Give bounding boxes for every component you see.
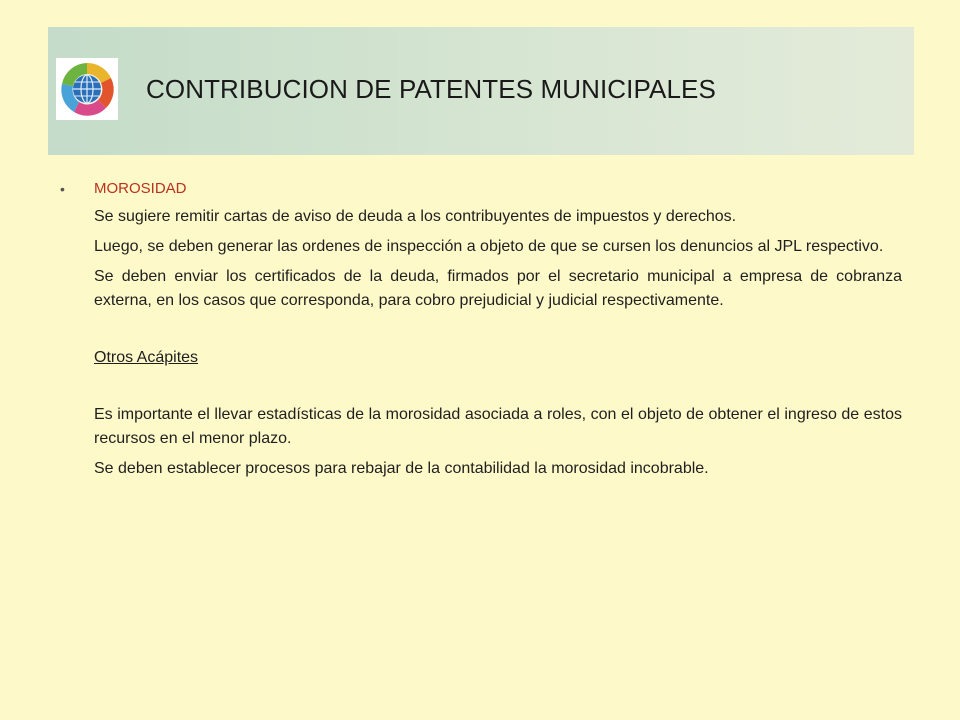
page-title: CONTRIBUCION DE PATENTES MUNICIPALES bbox=[146, 74, 716, 104]
paragraph: Se deben enviar los certificados de la deuda, firmados por el secretario municipal a empresa de cobranza externa, en los casos que corresponda, para cobro prejudicial y judicial respectivamente. bbox=[94, 268, 902, 309]
globe-hands-logo-icon bbox=[56, 58, 118, 120]
subheading: Otros Acápites bbox=[94, 349, 199, 366]
bullet-item bbox=[60, 177, 902, 201]
paragraph: Se sugiere remitir cartas de aviso de deuda a los contribuyentes de impuestos y derechos. bbox=[94, 208, 737, 225]
slide-body bbox=[60, 177, 902, 481]
paragraph: Se deben establecer procesos para rebajar de la contabilidad la morosidad incobrable. bbox=[94, 460, 709, 477]
paragraph: Luego, se deben generar las ordenes de inspección a objeto de que se cursen los denuncios al JPL respectivo. bbox=[94, 238, 884, 255]
bullet-icon: • bbox=[60, 181, 65, 197]
paragraph: Es importante el llevar estadísticas de la morosidad asociada a roles, con el objeto de obtener el ingreso de estos recursos en el menor plazo. bbox=[94, 406, 902, 447]
bullet-label: MOROSIDAD bbox=[94, 180, 187, 197]
